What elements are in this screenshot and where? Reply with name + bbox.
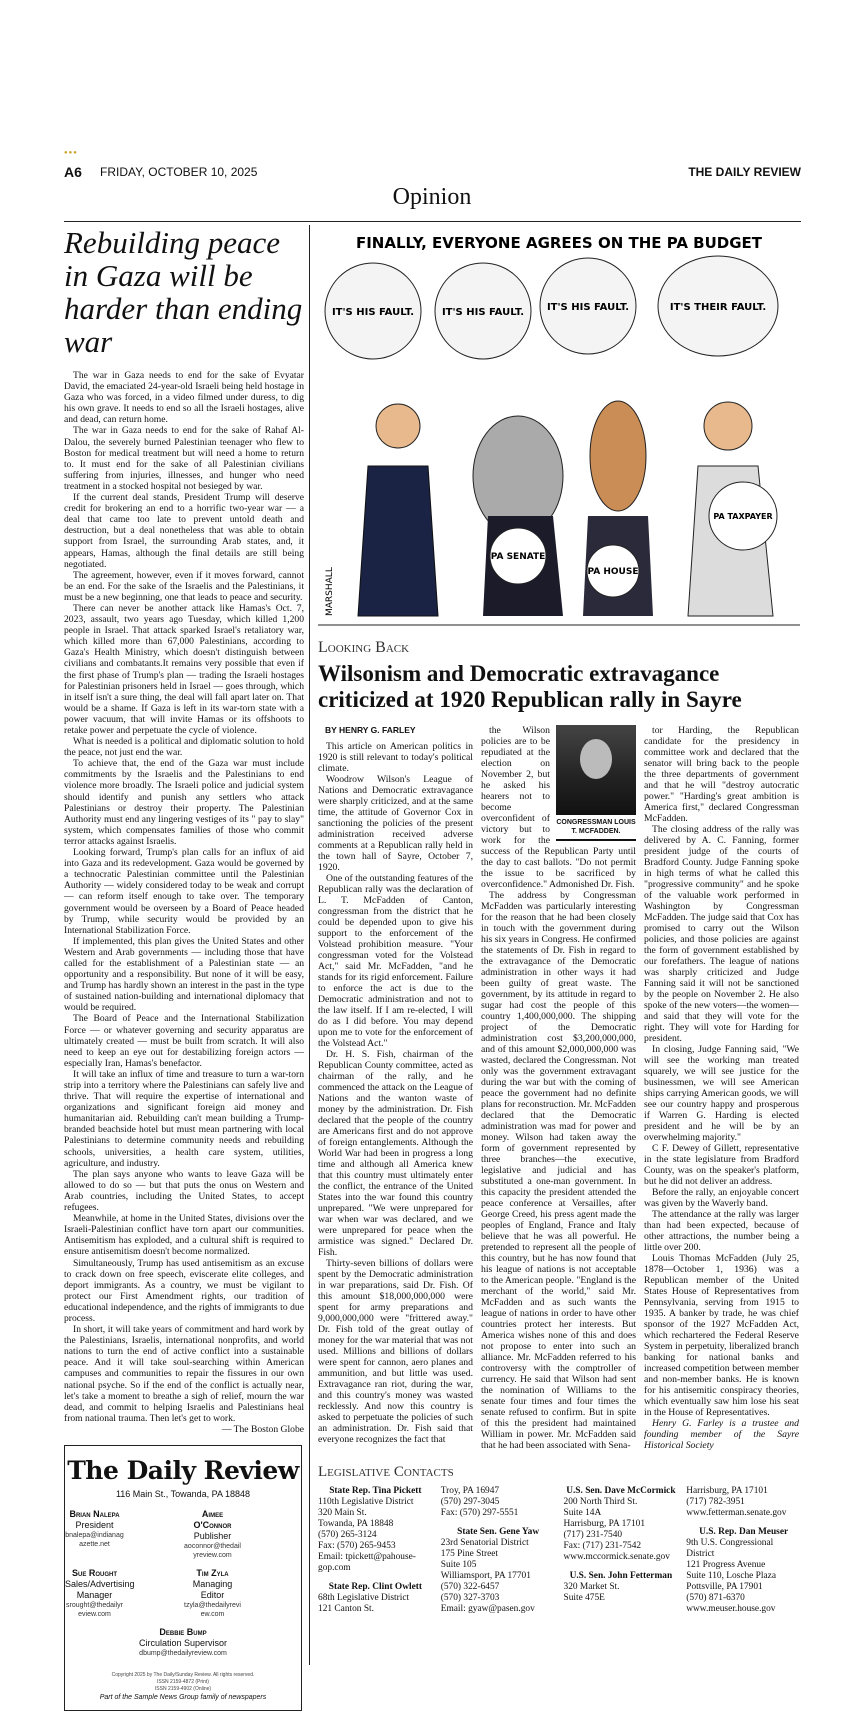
article-paragraph: Woodrow Wilson's League of Nations and Democratic extravagance were sharply criticized, and at the same time, the attitude of Governor Cox in sanctioning the policies of the present administration received adverse comments at a Republican rally held in the town hall of Sayre, October 7, 1920.	[318, 774, 473, 873]
contact-name: State Rep. Tina Pickett	[329, 1486, 422, 1496]
issue-date: FRIDAY, OCTOBER 10, 2025	[100, 165, 258, 179]
staff-title: Publisher	[193, 1530, 232, 1541]
staff-title: Managing Editor	[192, 1578, 233, 1600]
contacts-column	[318, 1486, 433, 1615]
editorial-body	[64, 370, 304, 1424]
column-divider	[309, 225, 310, 1665]
contacts-column	[441, 1486, 556, 1615]
staff-email[interactable]: tzyla@thedailyreview.com	[184, 1601, 241, 1618]
staff-title: Sales/Advertising Manager	[65, 1578, 135, 1600]
contact-name: U.S. Rep. Dan Meuser	[699, 1527, 789, 1537]
cartoon-label: PA SENATE	[490, 552, 546, 562]
editorial-paragraph: If the current deal stands, President Trump will deserve credit for brokering an end to a horrific two-year war — a deal that came too late to prevent untold death and destruction, but a deal nonetheless that was able to obtain support from Israel, the surrounding Arab states, and, it appears, Hamas, although the final details are still being negotiated.	[64, 492, 304, 570]
article-paragraph: the Wilson policies are to be repudiated at the election on November 2, but he asked his hearers not to become overconfident of victory but to work for the success of the Republican Party until the day to cast ballots. "Do not permit the issue to be sacrificed by overconfidence." Admonished Dr. Fish.	[481, 725, 636, 890]
masthead-logo: The Daily Review	[67, 1455, 299, 1485]
article-paragraph: The attendance at the rally was larger than had been expected, because of other attractions, the number being a little over 200.	[644, 1209, 799, 1253]
contact-line: Fax: (717) 231-7542	[563, 1541, 642, 1551]
editorial-paragraph: The Board of Peace and the International Stabilization Force — or whatever governing and security apparatus are ultimately created — must be built from scratch. It will also need to keep an eye out for destabilizing foreign actors — especially Iran, Hamas's benefactor.	[64, 1013, 304, 1069]
editorial-paragraph: The agreement, however, even if it moves forward, cannot be an end. For the sake of the Israelis and the Palestinians, it must be a new beginning, one that leads to peace and security.	[64, 569, 304, 603]
contact-line: Pottsville, PA 17901	[686, 1582, 763, 1592]
photo-caption: CONGRESSMAN LOUIS T. MCFADDEN.	[556, 818, 636, 841]
editorial-paragraph: Meanwhile, at home in the United States, divisions over the Israeli-Palestinian conflict have torn apart our communities. Antisemitism has exploded, and a cultural shift is required to ensure antisemitism doesn't become normalized.	[64, 1213, 304, 1258]
staff-name: Sue Rought	[71, 1567, 117, 1578]
contact-line[interactable]: www.fetterman.senate.gov	[686, 1508, 787, 1518]
contact-name: State Sen. Gene Yaw	[457, 1527, 540, 1537]
editorial-cartoon	[318, 226, 800, 626]
masthead-address: 116 Main St., Towanda, PA 18848	[115, 1488, 251, 1499]
staff-entry	[65, 1509, 183, 1560]
portrait-photo	[556, 725, 636, 841]
contact-line[interactable]: www.mccormick.senate.gov	[563, 1552, 670, 1562]
contact-line: 320 Market St.	[563, 1582, 620, 1592]
article-paragraph: The address by Congressman McFadden was particularly interesting for the reason that he had been closely in touch with the government during his six years in Congress. He confirmed the statements of Dr. Fish in regard to the extravagance of the Democratic administration in other ways it had been guilty of great waste. The government, by its attitude in regard to sugar had cost the people of this country 1,400,000,000. The shipping project of the Democratic administration cost $3,200,000,000, and of this amount $2,000,000,000 was wasted, declared the Congressman. Not only was the government extravagant during the war but with the coming of peace the government had no definite plans for reconstruction. Mr. McFadden declared that the Democratic administration was mad for power and money. Wilson had taken away the form of government represented by three branches—the executive, legislative and judicial and has substituted a one-man government. In this capacity the president attended the peace conference at Versailles, after George Creed, his press agent made the peoples of England, France and Italy believe that he was all powerful. He pretended to represent all the people of this country, but he has now found that his league of nations is not acceptable to the American people. "England is the merchant of the world," said Mr. McFadden and as such wants the league of nations in order to have other countries protect her interests. But America wishes none of this and does not propose to enter into such an alliance. Mr. McFadden referred to his controversy with the comptroller of currency. He said that Wilson had sent the nomination of Williams to the senate four times and four times the senate refused to confirm. But in spite of this the president had maintained William in power. Mr. McFadden said that he had been associated with Sena-	[481, 890, 636, 1451]
contact-line: 121 Canton St.	[318, 1604, 374, 1614]
contact-line: (570) 871-6370	[686, 1593, 745, 1603]
contact-line: 23rd Senatorial District	[440, 1538, 529, 1548]
contact-line: Suite 475E	[563, 1593, 605, 1603]
contact-line: 200 North Third St.	[563, 1497, 638, 1507]
article-column	[644, 725, 799, 1451]
contact-line: 9th U.S. Congressional District	[686, 1538, 774, 1559]
issn-online: ISSN 2159-4902 (Online)	[154, 1685, 212, 1692]
article-kicker: Looking Back	[318, 639, 410, 656]
staff-email[interactable]: srought@thedailyreview.com	[66, 1601, 123, 1618]
contact-line[interactable]: www.meuser.house.gov	[686, 1604, 776, 1614]
editorial-title: Rebuilding peace in Gaza will be harder than ending war	[64, 225, 303, 359]
contact-line: 320 Main St.	[318, 1508, 367, 1518]
contact-line: (570) 322-6457	[440, 1582, 500, 1592]
contact-line: Fax: (570) 297-5551	[440, 1508, 519, 1518]
copyright: Copyright 2025 by The Daily/Sunday Review. All rights reserved.	[111, 1671, 255, 1678]
contact-line[interactable]: Email: tpickett@pahouse-gop.com	[318, 1552, 416, 1573]
legislative-contacts	[318, 1463, 801, 1615]
contact-line: Fax: (570) 265-9453	[318, 1541, 396, 1551]
speech-bubble: IT'S HIS FAULT.	[546, 302, 630, 313]
contact-line: 68th Legislative District	[318, 1593, 410, 1603]
editorial-paragraph: The war in Gaza needs to end for the sake of Rahaf Al-Dalou, the severely burned Palestinian teenager who flew to Boston for medical treatment but will need a home to return to. It must end for the sake of all Palestinian civilians suffering from injuries, illnesses, and hunger who need treatment in a stocked hospital not besieged by war.	[64, 425, 304, 492]
article-title: Wilsonism and Democratic extravagance criticized at 1920 Republican rally in Sayre	[318, 661, 742, 712]
contact-line: Williamsport, PA 17701	[440, 1571, 531, 1581]
contact-line: 110th Legislative District	[318, 1497, 414, 1507]
editorial-paragraph: Looking forward, Trump's plan calls for an influx of aid into Gaza and its redevelopment. Gaza would be governed by a technocratic Palestinian committee until the Palestinian Authority — widely considered today to be weak and corrupt — can reform itself enough to take over. The temporary government would be overseen by a Board of Peace headed by Trump, while security would be provided by an International Stabilization Force.	[64, 847, 304, 936]
page-number: A6	[64, 164, 82, 180]
article-paragraph: Louis Thomas McFadden (July 25, 1878—October 1, 1936) was a Republican member of the United States House of Representatives from Pennsylvania, serving from 1915 to 1935. A banker by trade, he was chief sponsor of the 1927 McFadden Act, which rechartered the Federal Reserve System in perpetuity, liberalized branch banking for national banks and increased competition between member and non-member banks. He is known for his antisemitic conspiracy theories, which eventually saw him lose his seat in the House of Representatives.	[644, 1253, 799, 1418]
contact-line: 121 Progress Avenue	[686, 1560, 766, 1570]
contact-line: (717) 782-3951	[686, 1497, 745, 1507]
editorial-paragraph: The war in Gaza needs to end for the sake of Evyatar David, the emaciated 24-year-old Israeli being held hostage in Gaza who was forced, in a video filmed under duress, to dig his own grave. It needs to end so all the Israeli hostages, alive and dead, can return home.	[64, 370, 304, 426]
left-column	[64, 222, 304, 1711]
staff-entry	[183, 1509, 301, 1560]
editorial-source: — The Boston Globe	[221, 1423, 304, 1435]
contact-line: Troy, PA 16947	[440, 1486, 500, 1496]
speech-bubble: IT'S HIS FAULT.	[331, 307, 415, 318]
article-paragraph: In closing, Judge Fanning said, "We will see the working man treated squarely, we will see justice for the businessmen, we will see American ships carrying American goods, we will see our country happy and prosperous if Warren G. Harding is elected president and he will be by an overwhelming majority."	[644, 1044, 799, 1143]
editorial-paragraph: There can never be another attack like Hamas's Oct. 7, 2023, assault, two years ago Tuesday, which killed 1,200 people in Israel. That attack sparked Israel's retaliatory war, which killed more than 67,000 Palestinians, according to Gaza's Health Ministry, which doesn't distinguish between civilians and combatants.It remains very possible that even if the first phase of Trump's plan — trading the Israeli hostages for Palestinian prisoners held in Israel — goes through, which in itself isn't a sure thing, the deal will fall apart later on. That would be a shame. If Gaza is left in its war-torn state with a power vacuum, that will invite Hamas or its offshoots to retake power and perpetuate the cycle of violence.	[64, 602, 304, 736]
contact-line: 175 Pine Street	[440, 1549, 499, 1559]
portrait-image	[556, 725, 636, 815]
speech-bubble: IT'S THEIR FAULT.	[669, 302, 767, 313]
masthead-box	[64, 1445, 302, 1711]
staff-email[interactable]: aoconnor@thedailyreview.com	[184, 1542, 241, 1559]
cartoon-title: FINALLY, EVERYONE AGREES ON THE PA BUDGET	[355, 234, 763, 252]
contact-name: State Rep. Clint Owlett	[328, 1582, 422, 1592]
article-paragraph: Thirty-seven billions of dollars were spent by the Democratic administration in war preparations, said Dr. Fish. Of this amount $18,000,000,000 were spent for army preparations and 9,000,000,000 were "frittered away." Dr. Fish told of the great outlay of money for the war material that was not used. Millions and billions of dollars were spent for cannon, aero planes and ammunition, and but little was used. Extravagance ran riot, during the war, and this country's money was wasted recklessly. And now this country is asked to perpetuate the policies of such an administration. Dr. Fish said that everyone recognizes the fact that	[318, 1258, 473, 1445]
logo-dots-icon: ●●●	[64, 150, 78, 156]
contact-name: U.S. Sen. John Fetterman	[569, 1571, 673, 1581]
group-family: Part of the Sample News Group family of newspapers	[99, 1693, 267, 1701]
contact-line: Suite 110, Losche Plaza	[686, 1571, 776, 1581]
editorial	[64, 226, 304, 1435]
article-column	[481, 725, 636, 1451]
staff-entry	[183, 1568, 301, 1619]
cartoon-label: PA HOUSE	[587, 567, 639, 577]
staff-name: Tim Zyla	[196, 1567, 229, 1578]
article-paragraph: One of the outstanding features of the Republican rally was the declaration of L. T. McFadden of Canton, congressman from the district that he could be depended upon to give his support to the enforcement of the Volstead prohibition measure. "Your congressman voted for the Volstead Act," said Mr. McFadden, "and he stands for its rigid enforcement. Failure to enforce the act is due to the Democratic administration and not to the law itself. If I am re-elected, I will do as I did before. You may depend upon me to vote for the enforcement of the Volstead Act."	[318, 873, 473, 1049]
contact-line: (570) 265-3124	[318, 1530, 377, 1540]
contact-line: Harrisburg, PA 17101	[686, 1486, 768, 1496]
contact-line: Suite 105	[440, 1560, 477, 1570]
staff-entry	[65, 1568, 183, 1619]
article-column	[318, 725, 473, 1451]
byline: BY HENRY G. FARLEY	[325, 725, 416, 735]
editorial-paragraph: In short, it will take years of commitment and hard work by the Palestinians, Israelis, international nonprofits, and world nations to turn the end of active conflict into a sustainable peace. And it will take soul-searching within American campuses and communities to repair the fissures in our own national psyche. So if the end of the conflict is actually near, let's take a moment to breathe a sigh of relief, mourn the war dead, and commit to helping Israelis and Palestinians heal from national trauma. Then let's get to work.	[64, 1324, 304, 1424]
article-paragraph: Dr. H. S. Fish, chairman of the Republican County committee, acted as chairman of the rally, and he commenced the attack on the League of Nations and the wanton waste of money by the administration. Dr. Fish declared that the people of the country are Americans first and do not approve of foreign entanglements. Although the World War had been in progress a long time and although all America knew that this country must ultimately enter the conflict, the entrance of the United States into the war found this country unprepared. "We were unprepared for war when war was declared, and we were unprepared for peace when the armistice was signed." Declared Dr. Fish.	[318, 1049, 473, 1258]
staff-name: Brian Nalepa	[69, 1508, 120, 1519]
staff-title: Circulation Supervisor	[138, 1637, 228, 1648]
page-header	[64, 150, 801, 180]
editorial-paragraph: It will take an influx of time and treasure to turn a war-torn strip into a territory where the Palestinians can safely live and thrive. That will require the expertise of international and organizations and significant foreign aid money and humanitarian aid. Rebuilding can't mean building a Trump-branded beachside hotel but must mean partnering with local Palestinians to determine community needs and rebuilding schools, universities, a health care system, utilities, agriculture, and industry.	[64, 1068, 304, 1169]
speech-bubble: IT'S HIS FAULT.	[441, 307, 525, 318]
staff-email[interactable]: dbump@thedailyreview.com	[139, 1649, 227, 1657]
contact-line: (717) 231-7540	[563, 1530, 623, 1540]
right-column	[318, 226, 801, 1615]
article-paragraph: tor Harding, the Republican candidate for the presidency in committee work and declared that the senator will bring back to the people the three departments of government and that he will "destroy autocratic power." "Harding's great ambition is America first," declared Congressman McFadden.	[644, 725, 799, 824]
cartoon-label: PA TAXPAYER	[713, 512, 773, 521]
staff-entry	[65, 1627, 301, 1658]
article-paragraph: The closing address of the rally was delivered by A. C. Fanning, former president judge of the courts of Bradford County. Judge Fanning spoke in high terms of what he called this "progressive community" and he spoke of the valuable work performed in Washington by Congressman McFadden. The judge said that Cox has promised to carry out the Wilson policies, and those policies are against the form of government established by our forefathers. The league of nations was sharply criticized and Judge Fanning said it will not be sanctioned by the people on November 2. He also spoke of the new voters—the women—and said that they will vote for the right. They will vote for Harding for president.	[644, 824, 799, 1044]
editorial-paragraph: What is needed is a political and diplomatic solution to hold the peace, not just end the war.	[64, 736, 304, 759]
article-paragraph: C F. Dewey of Gillett, representative in the state legislature from Bradford County, was on the speaker's platform, but he did not deliver an address.	[644, 1143, 799, 1187]
article-paragraph: This article on American politics in 1920 is still relevant to today's political climate.	[318, 741, 473, 774]
contact-line[interactable]: Email: gyaw@pasen.gov	[440, 1604, 535, 1614]
editorial-paragraph: The plan says anyone who wants to leave Gaza will be allowed to do so — but that puts the onus on Western and Arab countries, including the United States, to accept refugees.	[64, 1168, 304, 1214]
contact-name: U.S. Sen. Dave McCormick	[566, 1486, 676, 1496]
issn-print: ISSN 2159-4872 (Print)	[157, 1678, 209, 1685]
contacts-title: Legislative Contacts	[318, 1464, 454, 1480]
editorial-paragraph: If implemented, this plan gives the United States and other Western and Arab governments — including those that have called for the establishment of a Palestinian state — an opportunity and a responsibility. But none of it will be easy, and Trump has hardly shown an interest in the past in the type of sustained nation-building and international diplomacy that would be required.	[64, 935, 304, 1014]
contacts-column	[686, 1486, 801, 1615]
looking-back-article	[318, 638, 801, 1451]
editorial-paragraph: Simultaneously, Trump has used antisemitism as an excuse to crack down on free speech, eviscerate elite colleges, and deport immigrants. As a country, we must be vigilant to protect our First Amendment rights, our tradition of educational independence, and the rights of immigrants to due process.	[64, 1257, 304, 1324]
staff-title: President	[75, 1519, 114, 1530]
author-bio: Henry G. Farley is a trustee and founding member of the Sayre Historical Society	[644, 1418, 799, 1451]
section-title: Opinion	[392, 184, 472, 210]
contact-line: (570) 297-3045	[440, 1497, 500, 1507]
contact-line: Towanda, PA 18848	[318, 1519, 394, 1529]
staff-name: Aimee O'Connor	[193, 1508, 232, 1530]
contact-line: (570) 327-3703	[440, 1593, 500, 1603]
staff-name: Debbie Bump	[159, 1626, 207, 1637]
cartoonist-signature: MARSHALL	[325, 567, 335, 616]
editorial-paragraph: To achieve that, the end of the Gaza war must include commitments by the Israelis and the Palestinians to end violence more broadly. The Israeli police and judicial system should identify and punish any settlers who attack Palestinians or destroy their property. The Palestinian Authority must end any lingering vestiges of its " pay to slay" system, which compensates families of those who commit terror attacks against Israelis.	[64, 758, 304, 847]
contact-line: Suite 14A	[563, 1508, 602, 1518]
contacts-column	[564, 1486, 679, 1615]
article-paragraph: Before the rally, an enjoyable concert was given by the Waverly band.	[644, 1187, 799, 1209]
paper-name: THE DAILY REVIEW	[688, 165, 801, 179]
staff-email[interactable]: bnalepa@indianagazette.net	[65, 1531, 124, 1548]
contact-line: Harrisburg, PA 17101	[563, 1519, 646, 1529]
